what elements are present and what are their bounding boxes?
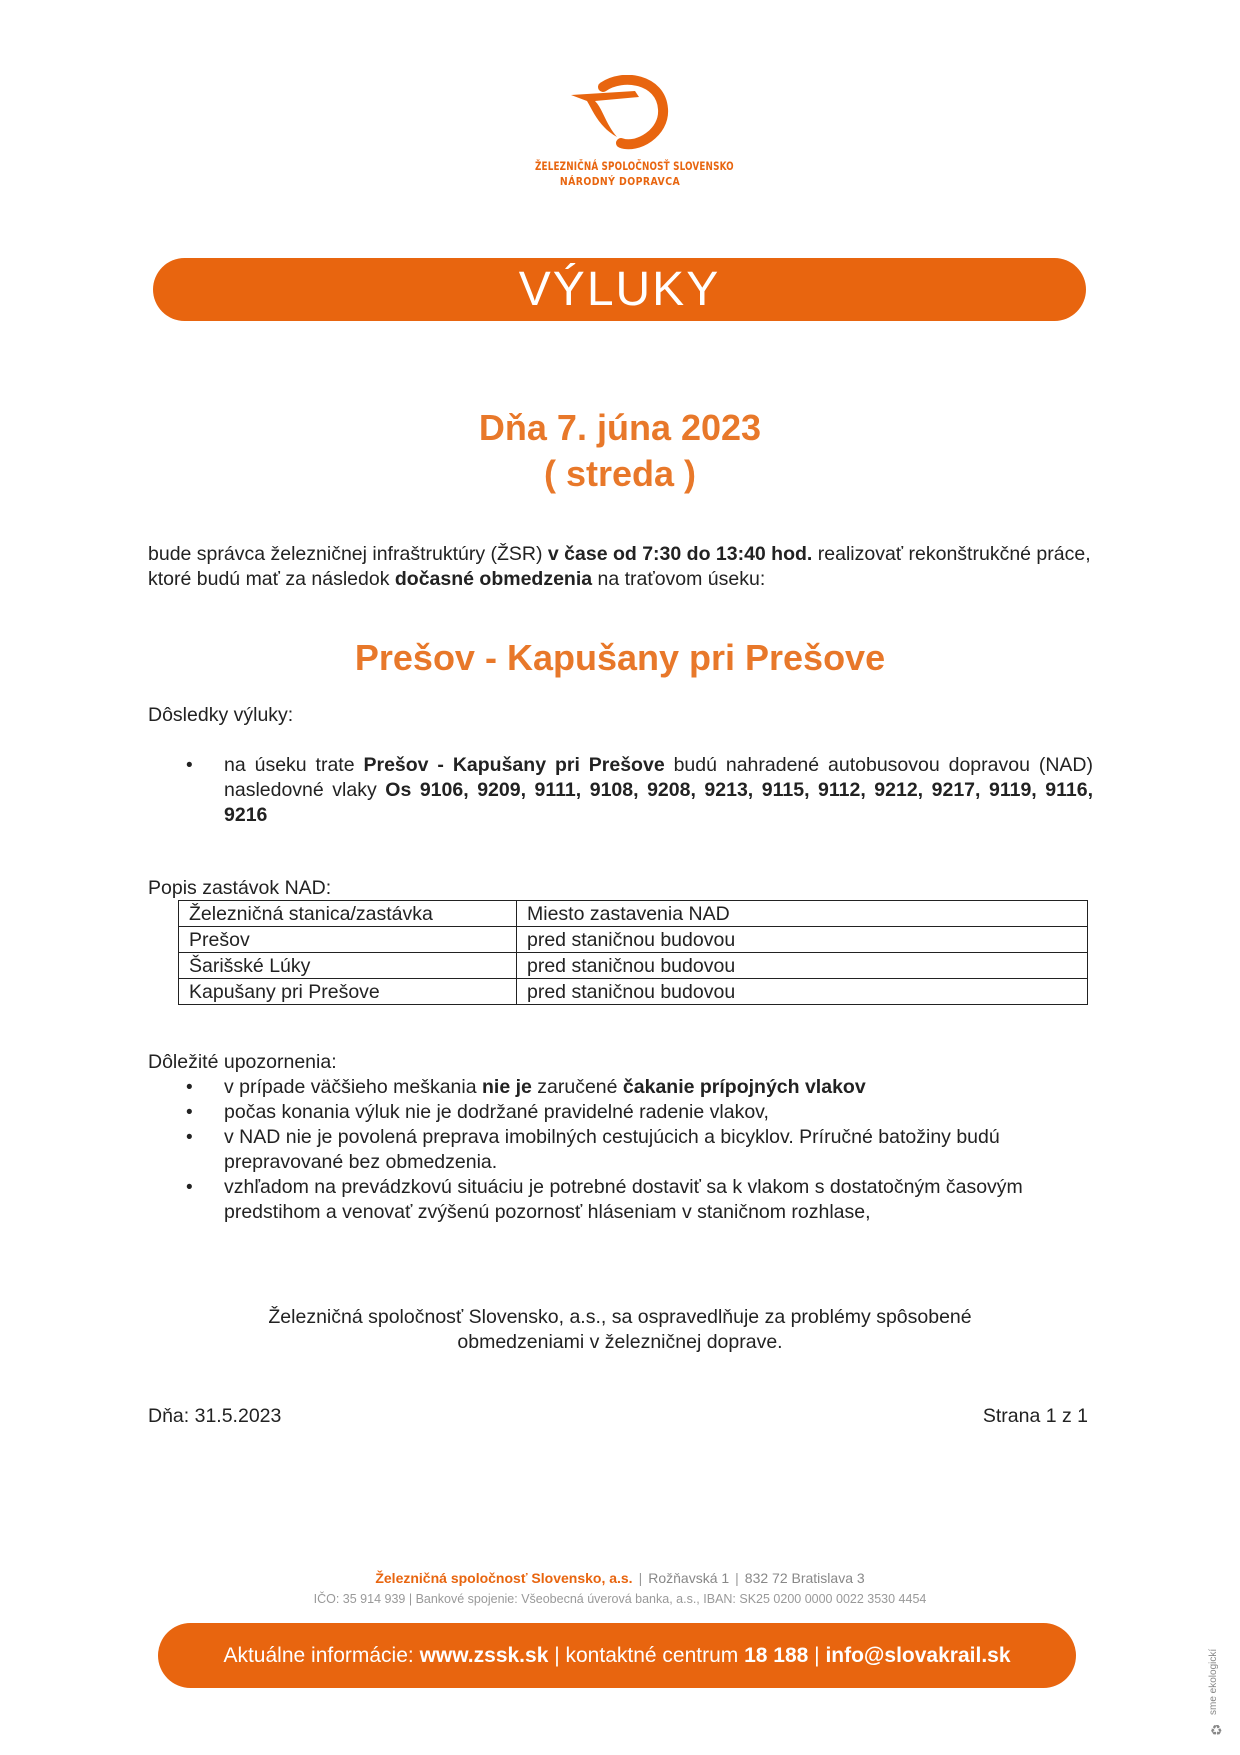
date-heading — [0, 405, 1240, 497]
company-address: Železničná spoločnosť Slovensko, a.s. | Rožňavská 1 | 832 72 Bratislava 3 — [375, 1570, 865, 1586]
apology-text: Železničná spoločnosť Slovensko, a.s., sa ospravedlňuje za problémy spôsobené obmedzeniami v železničnej doprave. — [268, 1306, 972, 1353]
table-header-row — [179, 901, 1088, 927]
table-cell: Prešov — [179, 927, 517, 953]
intro-time: v čase od 7:30 do 13:40 hod. — [547, 543, 813, 565]
email-link[interactable]: info@slovakrail.sk — [825, 1644, 1011, 1667]
table-cell: Šarišské Lúky — [179, 953, 517, 979]
company-ids: IČO: 35 914 939 | Bankové spojenie: Všeobecná úverová banka, a.s., IBAN: SK25 0200 0000 0022 3530 4454 — [313, 1592, 927, 1606]
zssk-logo — [520, 75, 734, 195]
table-row — [179, 953, 1088, 979]
table-cell: pred staničnou budovou — [517, 979, 1088, 1005]
consequences-label: Dôsledky výluky: — [148, 704, 294, 726]
company-name: Železničná spoločnosť Slovensko, a.s. — [375, 1570, 633, 1586]
list-item: • na úseku trate Prešov - Kapušany pri Prešove budú nahradené autobusovou dopravou (NAD) nasledovné vlaky Os 9106, 9209, 9111, 9108, 9208, 9213, 9115, 9112, 9212, 9217, 9119, 9116, 9216 — [148, 753, 1093, 828]
table-row — [179, 927, 1088, 953]
zssk-logo-icon — [565, 75, 675, 151]
table-header: Železničná stanica/zastávka — [179, 901, 517, 927]
recycle-icon: ♻ — [1210, 1722, 1223, 1738]
list-item: • počas konania výluk nie je dodržané pravidelné radenie vlakov, — [148, 1100, 1038, 1125]
phone-number: 18 188 — [744, 1644, 809, 1667]
page-number: Strana 1 z 1 — [982, 1405, 1088, 1427]
title-banner: VÝLUKY — [153, 258, 1086, 321]
list-item: • v prípade väčšieho meškania nie je zaručené čakanie prípojných vlakov — [148, 1075, 1038, 1100]
intro-restriction: dočasné obmedzenia — [394, 568, 593, 590]
weekday-line: ( streda ) — [543, 453, 697, 494]
table-cell: pred staničnou budovou — [517, 953, 1088, 979]
date-line: Dňa 7. júna 2023 — [478, 407, 762, 448]
intro-text-1: bude správca železničnej infraštruktúry (ŽSR) — [148, 543, 548, 565]
stops-label: Popis zastávok NAD: — [148, 877, 332, 899]
consequences-list — [148, 753, 1093, 828]
list-item: • v NAD nie je povolená preprava imobilných cestujúcich a bicyklov. Príručné batožiny budú prepravované bez obmedzenia. — [148, 1125, 1038, 1175]
table-row — [179, 979, 1088, 1005]
table-cell: pred staničnou budovou — [517, 927, 1088, 953]
table-cell: Kapušany pri Prešove — [179, 979, 517, 1005]
logo-company-name: ŽELEZNIČNÁ SPOLOČNOSŤ SLOVENSKO — [535, 159, 734, 173]
nad-stops-table — [178, 900, 1088, 1005]
issue-date: Dňa: 31.5.2023 — [148, 1405, 282, 1427]
train-numbers: Os 9106, 9209, 9111, 9108, 9208, 9213, 9115, 9112, 9212, 9217, 9119, 9116, 9216 — [224, 779, 1093, 826]
table-header: Miesto zastavenia NAD — [517, 901, 1088, 927]
eco-label: sme ekologickí — [1208, 1648, 1219, 1715]
notices-label: Dôležité upozornenia: — [148, 1051, 337, 1073]
info-banner: Aktuálne informácie: www.zssk.sk | kontaktné centrum 18 188 | info@slovakrail.sk — [158, 1623, 1076, 1688]
intro-paragraph — [148, 542, 1098, 592]
intro-text-3: na traťovom úseku: — [592, 568, 766, 590]
notices-list — [148, 1075, 1038, 1225]
intro-text-2: realizovať rekonštrukčné práce, ktoré budú mať za následok — [148, 543, 1091, 590]
list-item: • vzhľadom na prevádzkovú situáciu je potrebné dostaviť sa k vlakom s dostatočným časovým predstihom a venovať zvýšenú pozornosť hláseniam v staničnom rozhlase, — [148, 1175, 1038, 1225]
logo-subtitle: NÁRODNÝ DOPRAVCA — [559, 175, 681, 188]
website-link[interactable]: www.zssk.sk — [419, 1644, 549, 1667]
route-title: Prešov - Kapušany pri Prešove — [354, 637, 886, 678]
